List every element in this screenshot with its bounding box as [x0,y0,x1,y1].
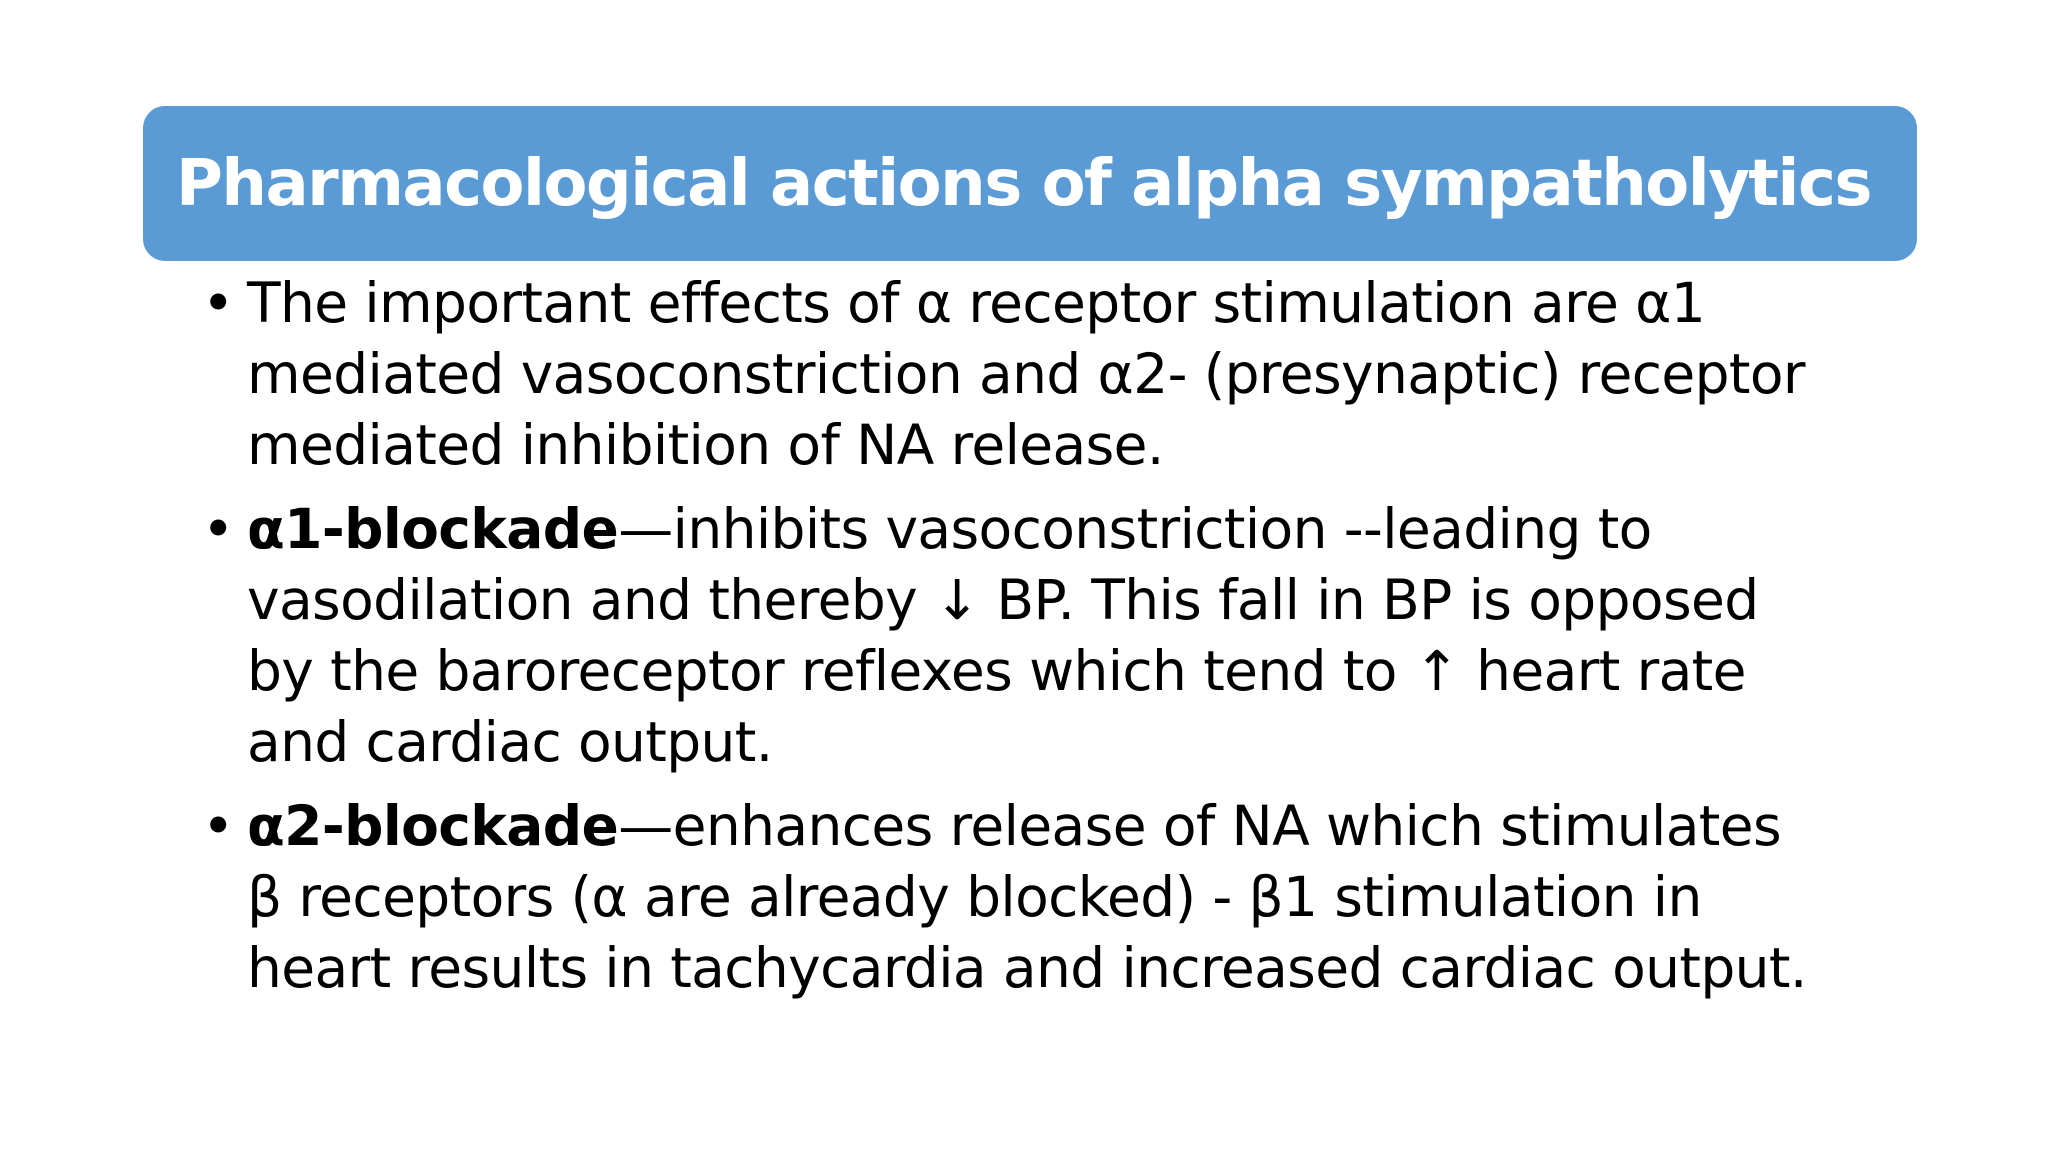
bullet-item [202,494,1822,778]
bullet-text: —inhibits vasoconstriction --leading to vasodilation and thereby ↓ BP. This fall in BP is opposed by the baroreceptor reflexes which tend to ↑ heart rate and cardiac output. [247,497,1759,774]
slide-title: Pharmacological actions of alpha sympatholytics [176,146,1871,221]
bullet-dot-icon: • [202,271,234,335]
bullet-text: The important effects of α receptor stimulation are α1 mediated vasoconstriction and α2- (presynaptic) receptor mediated inhibition of NA release. [247,271,1805,477]
bullet-dot-icon: • [202,794,234,858]
bullet-list [202,268,1822,1017]
bullet-text: —enhances release of NA which stimulates β receptors (α are already blocked) - β1 stimulation in heart results in tachycardia and increased cardiac output. [247,794,1807,1000]
bullet-term: α1-blockade [247,497,619,561]
bullet-item [202,791,1822,1004]
title-banner [143,106,1917,261]
bullet-term: α2-blockade [247,794,619,858]
bullet-dot-icon: • [202,497,234,561]
bullet-item [202,268,1822,481]
